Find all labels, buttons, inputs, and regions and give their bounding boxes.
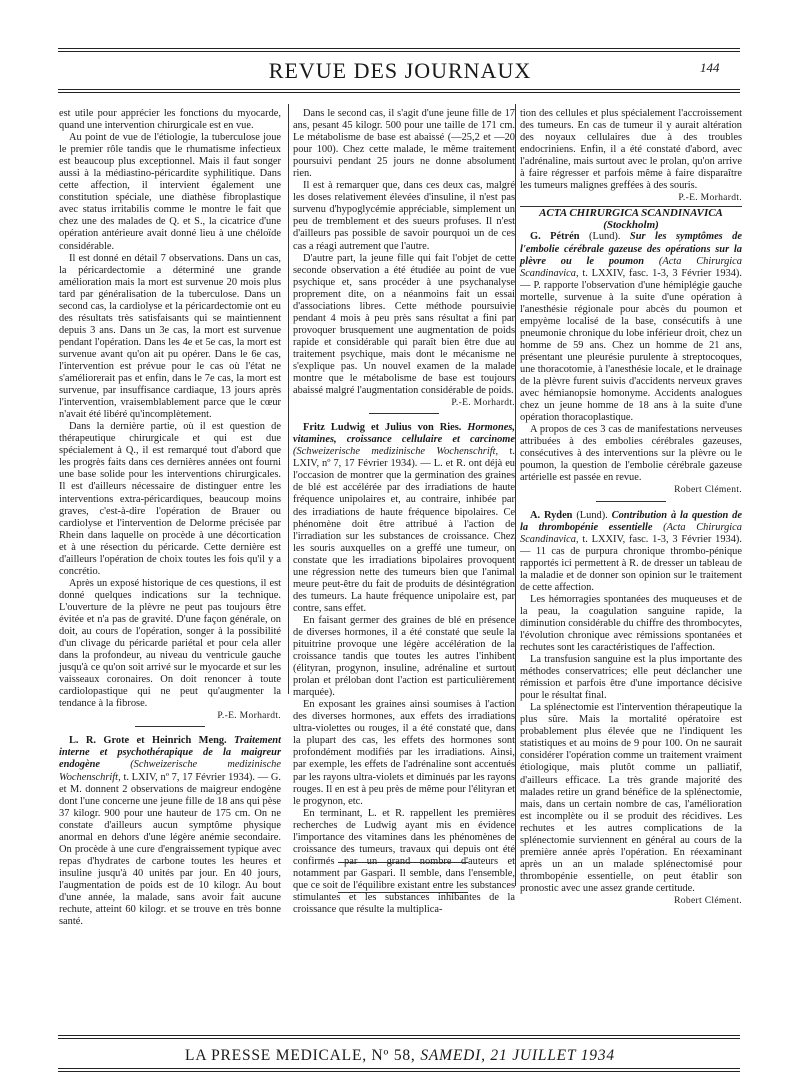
column-divider-2 bbox=[515, 104, 516, 886]
article-title: Sur les symptômes de l'embolie cérébrale gazeuse des opérations sur la plèvre ou le poumon bbox=[520, 231, 742, 267]
article-body: — L. et R. ont déjà eu l'occasion de montrer que la germination des graines de blé est accélérée par des irradiations de haute fréquence unipolaires et, au contraire, inhibée par des irradiations de haute fréquence bipolaires. Ce phénomène doit être attribué à l'action de l'irradiation sur les substances de croissance. Chez les souris auxquelles on a greffé une tumeur, on constate que les irradiations bipolaires provoquent une régression nette des tumeurs bien que l'animal meure peut-être du fait de produits de désintégration des tumeurs. La haute fréquence unipolaire est, par contre, sans effet. bbox=[293, 458, 515, 614]
end-separator-b bbox=[338, 892, 468, 893]
column-1 bbox=[59, 108, 281, 928]
paragraph: est utile pour apprécier les fonctions du myocarde, quand une intervention chirurgicale est en vue. bbox=[59, 108, 281, 132]
footer-top-rule-b bbox=[58, 1038, 740, 1039]
article-authors: A. Ryden bbox=[530, 509, 573, 521]
article-title: Hormones, vitamines, croissance cellulaire et carcinome bbox=[293, 422, 515, 446]
paragraph: Dans le second cas, il s'agit d'une jeune fille de 17 ans, pesant 45 kilogr. 500 pour une taille de 171 cm. Le métabolisme de base est abaissé (—25,2 et —20 pour 100). Chez cette malade, le même traitement poursuivi pendant 25 jours ne donne absolument rien. bbox=[293, 108, 515, 180]
author-signature: P.-E. Morhardt. bbox=[451, 397, 515, 409]
article-separator bbox=[596, 501, 666, 502]
header-bottom-rule-a bbox=[58, 89, 740, 90]
article-heading bbox=[293, 422, 515, 615]
paragraph: En exposant les graines ainsi soumises à l'action des diverses hormones, aux effets des irradiations ultra-violettes ou rouges, il a été constaté que, dans la plupart des cas, les effets des hormones sont profondément modifiés par les irradiations. Ainsi, par exemple, les effets de l'adrénaline sont accentués par les rayons ultra-violets et diminués par les rayons rouges. Il en est à peu près de même pour l'élityran et le progynon, etc. bbox=[293, 699, 515, 807]
top-double-rule-a bbox=[58, 48, 740, 49]
end-separator-a bbox=[338, 862, 468, 863]
article-separator bbox=[369, 413, 439, 414]
paragraph: Les hémorragies spontanées des muqueuses et de la peau, la coagulation sanguine rapide, la diminution considérable du chiffre des thrombocytes, l'évolution chronique avec rémissions spontanées et rechutes sont les caractéristiques de l'affection. bbox=[520, 593, 742, 654]
article-reference: t. LXIV, nº 7, 17 Février 1934). bbox=[293, 446, 515, 470]
article-reference: t. LXIV, nº 7, 17 Février 1934). bbox=[123, 771, 255, 783]
article-authors: G. Pétrén bbox=[530, 231, 580, 243]
page-title: REVUE DES JOURNAUX bbox=[268, 58, 532, 83]
paragraph: Après un exposé historique de ces questions, il est donné quelques indications sur la technique. L'ouverture de la plèvre ne peut pas toujours être évitée et n'a pas de gravité. D'une façon générale, on doit, au cours de l'opération, songer à la possibilité d'un clivage du péricarde pariétal et pour cela aller dans la profondeur, au niveau du ventricule gauche jusqu'à ce qu'on soit arrivé sur le myocarde et sur les vaisseaux coronaires. On doit renoncer à toute cardiolopastique qui ne peut qu'augmenter la tendance à la fibrose. bbox=[59, 577, 281, 710]
paragraph: Il est donné en détail 7 observations. Dans un cas, la péricardectomie a déterminé une grande amélioration mais la mort est survenue 20 mois plus tard par généralisation de la tuberculose. Dans un second cas, la cardiolyse et la péricardectomie ont eu des résultats très satisfaisants qui se maintiennent depuis 3 ans. Dans un 3e cas, la mort est survenue pendant l'opération. Dans les 4e et 5e cas, la mort est survenue avant qu'on ait pu opérer. Dans le 6e cas, l'intervention est prévue pour le cas où l'état ne s'améliorerait pas et enfin, dans le 7e cas, la mort est survenue, par insuffisance cardiaque, 13 jours après l'intervention, vraisemblablement parce que le cœur n'avait été libéré qu'incomplètement. bbox=[59, 252, 281, 421]
paragraph: Dans la dernière partie, où il est question de thérapeutique chirurgicale et qui est due spécialement à Q., il est remarqué tout d'abord que les progrès faits dans ces dernières années ont fourni une base solide pour les interventions chirurgicales. Il est d'ailleurs nécessaire de distinguer entre les interventions extra-péricardiques, beaucoup moins graves, c'est-à-dire l'opération de Brauer ou cardiolyse et l'intervention de Delorme précisée par Rhein dans laquelle on procède à une décortication et à une résection du péricarde. Cette dernière est d'ailleurs l'opération de choix toutes les fois qu'il y a concrétio. bbox=[59, 421, 281, 577]
paragraph: En faisant germer des graines de blé en présence de diverses hormones, il a été constaté que seule la pituitrine provoque une légère accélération de la croissance tandis que toutes les autres l'inhibent (élityran, progynon, insuline, adrénaline et surtout prolan et préloban dont l'action est particulièrement marquée). bbox=[293, 614, 515, 699]
page-footer bbox=[0, 1047, 800, 1065]
article-heading bbox=[520, 231, 742, 424]
footer-bottom-rule-b bbox=[58, 1071, 740, 1072]
page-number: 144 bbox=[700, 60, 720, 75]
footer-bottom-rule-a bbox=[58, 1068, 740, 1069]
article-title: Contribution à la question de la thrombopénie essentielle bbox=[520, 509, 742, 533]
column-divider-1 bbox=[288, 104, 289, 694]
header-bottom-rule-b bbox=[58, 92, 740, 93]
article-reference: t. LXXIV, fasc. 1-3, 3 Février 1934). bbox=[582, 267, 742, 279]
article-source: (Schweizerische medizinische Wochenschrift, bbox=[293, 446, 499, 458]
article-body: — P. rapporte l'observation d'une hémiplégie gauche mortelle, survenue à la suite d'une opération à l'anesthésie régionale pour abcès du poumon et empyème localisé de la base, consécutifs à une pneumonie chronique du lobe inférieur droit, chez un homme de 59 ans. Chez un homme de 21 ans, présentant une pleurésie purulente à streptocoques, une thoracotomie, à l'anesthésie locale, et le drainage de la plèvre furent suivis d'accidents nerveux graves avec hémianopsie homonyme. Accidents analogues chez un jeune homme de 18 ans à la suite d'une opération thoracoplastique. bbox=[520, 279, 742, 424]
author-signature: P.-E. Morhardt. bbox=[217, 710, 281, 722]
article-heading bbox=[520, 510, 742, 594]
article-heading bbox=[59, 735, 281, 928]
article-authors: Fritz Ludwig et Julius von Ries. bbox=[303, 422, 462, 434]
article-authors: L. R. Grote et Heinrich Meng. bbox=[69, 735, 227, 747]
journal-section-city: (Stockholm) bbox=[603, 219, 659, 232]
footer-journal: LA PRESSE MEDICALE, Nº 58, bbox=[185, 1047, 416, 1064]
article-source: (Schweizerische medizinische Wochenschrift, bbox=[59, 759, 281, 783]
article-source: (Acta Chirurgica Scandinavica, bbox=[520, 521, 742, 545]
paragraph: Au point de vue de l'étiologie, la tuberculose joue le premier rôle tandis que le rhumatisme infectieux est beaucoup plus exceptionnel. Mais il faut songer aussi à la médiastino-péricardite syphilitique. Dans cette affection, il intervient également une constitution spéciale, une diathèse fibroplastique avec status irritabilis comme le montre le fait que chez une des malades de Q. et S., la cicatrice d'une opération antérieure avait donné lieu à une chéloïde considérable. bbox=[59, 132, 281, 252]
article-title: Traitement interne et psychothérapique de la maigreur endogène bbox=[59, 735, 281, 771]
article-body: — 11 cas de purpura chronique thrombo-pénique rapportés ici permettent à R. de dresser un tableau de la maladie et de donner son opinion sur le traitement de cette affection. bbox=[520, 545, 742, 593]
author-signature: P.-E. Morhardt. bbox=[678, 192, 742, 204]
article-separator bbox=[135, 726, 205, 727]
article-reference: t. LXXIV, fasc. 1-3, 3 Février 1934). bbox=[582, 533, 742, 545]
article-source: (Acta Chirurgica Scandinavica, bbox=[520, 255, 742, 279]
column-2 bbox=[293, 108, 515, 916]
paragraph: D'autre part, la jeune fille qui fait l'objet de cette seconde observation a été étudiée au point de vue psychique et, sans procéder à une psychanalyse proprement dite, on a néanmoins fait un essai d'associations libres. Cette méthode poursuivie pendant 4 mois à peu près sans résultat a fini par provoquer brusquement une augmentation de poids rapide et considérable qui paraît bien être due au traitement psychique, mais dont le mécanisme ne s'explique pas. Un nouvel examen de la malade montre que le métabolisme de base est toujours abaissé malgré l'augmentation considérable de poids. bbox=[293, 252, 515, 397]
paragraph: tion des cellules et plus spécialement l'accroissement des tumeurs. En cas de tumeur il y aurait altération des noyaux cellulaires due à des troubles endocriniens. Enfin, il a été constaté d'abord, avec l'adrénaline, mais surtout avec le prolan, qu'on arrive à faire régresser et parfois même à faire disparaître les tumeurs malignes greffées à des souris. bbox=[520, 108, 742, 192]
paragraph: En terminant, L. et R. rappellent les premières recherches de Ludwig ayant mis en évidence l'importance des vitamines dans les phénomènes de croissance des tumeurs, travaux qui depuis ont été confirmés par un grand nombre d'auteurs et notamment par Gaspari. Il semble, dans l'ensemble, que ce soit de l'équilibre existant entre les substances stimulantes et les substances inhibantes de la croissance que résulte la multiplica- bbox=[293, 807, 515, 916]
column-3 bbox=[520, 108, 742, 907]
paragraph: Il est à remarquer que, dans ces deux cas, malgré les doses relativement élevées d'insuline, il n'est pas survenu d'hypoglycémie appréciable, simplement un peu de tremblement et des sueurs profuses. Il n'est d'ailleurs pas possible de savoir pourquoi un de ces cas a réagi autrement que l'autre. bbox=[293, 180, 515, 252]
article-city: (Lund). bbox=[576, 509, 608, 521]
paragraph: A propos de ces 3 cas de manifestations nerveuses attribuées à des embolies cérébrales gazeuses, consécutives à des interventions sur la plèvre ou le poumon, la question de l'embolie cérébrale gazeuse artérielle est passée en revue. bbox=[520, 424, 742, 484]
paragraph: La transfusion sanguine est la plus importante des méthodes conservatrices; elle peut déclancher une rémission et parfois être d'une importance décisive pour le résultat final. bbox=[520, 654, 742, 702]
author-signature: Robert Clément. bbox=[674, 895, 742, 906]
article-body: — G. et M. donnent 2 observations de maigreur endogène dont l'une concerne une jeune fille de 18 ans qui pèse 37 kilogr. 900 pour une hauteur de 175 cm. On ne constate d'ailleurs aucun symptôme physique anormal en dehors d'une légère anémie secondaire. On procède à une cure d'engraissement typique avec repas d'hydrates de carbone toutes les heures et insuline jusqu'à 40 unités par jour. En 40 jours, l'augmentation de poids est de 10 kilogr. Au bout d'une année, la malade, sans avoir fait aucune rechute, atteint 60 kilogr. et se trouve en très bonne santé. bbox=[59, 771, 281, 928]
paragraph: La splénectomie est l'intervention thérapeutique la plus sûre. Mais la mortalité opératoire est probablement plus élevée que ne l'indiquent les statistiques et au moins de 9 pour 100. On ne saurait considérer l'opération comme un traitement vraiment étiologique, mais plutôt comme un palliatif, d'ailleurs efficace. La très grande majorité des malades retire un grand bénéfice de la splénectomie, mais, dans un certain nombre de cas, l'amélioration est incomplète ou il se produit des récidives. Les rechutes et les autres complications de la splénectomie surviennent en général au cours de la première année après l'opération. En réexaminant après un an un malade splénectomisé pour thrombopénie essentielle, on peut établir son pronostic avec une assez grande certitude. bbox=[520, 702, 742, 894]
footer-top-rule-a bbox=[58, 1035, 740, 1036]
article-city: (Lund). bbox=[589, 231, 621, 243]
journal-section-title: ACTA CHIRURGICA SCANDINAVICA bbox=[539, 207, 723, 220]
section-rule bbox=[520, 206, 742, 207]
footer-date: SAMEDI, 21 JUILLET 1934 bbox=[420, 1047, 615, 1064]
author-signature: Robert Clément. bbox=[674, 484, 742, 496]
top-double-rule-b bbox=[58, 51, 740, 52]
